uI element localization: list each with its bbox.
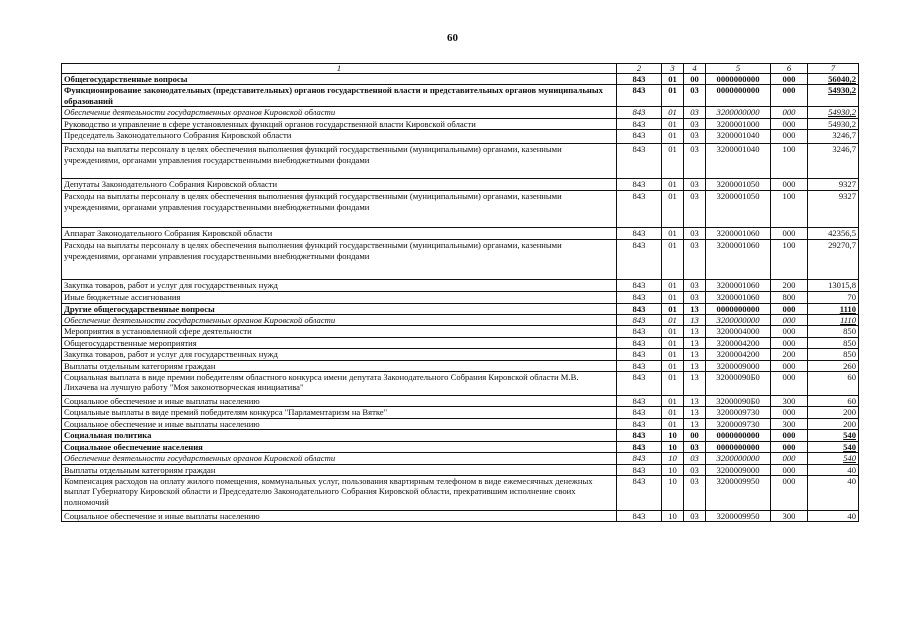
expense-type-cell: 000 (771, 475, 808, 510)
table-row (62, 396, 859, 407)
section-code-cell: 01 (662, 303, 684, 314)
amount-cell: 9327 (808, 191, 859, 228)
admin-code-cell: 843 (617, 326, 662, 337)
table-row (62, 179, 859, 191)
expense-type-cell: 000 (771, 303, 808, 314)
target-article-cell: 3200004000 (706, 326, 771, 337)
row-name-cell: Руководство и управление в сфере установленных функций органов государственной власти Кировской области (62, 118, 617, 129)
expense-type-cell: 000 (771, 179, 808, 191)
table-row (62, 337, 859, 348)
target-article-cell: 3200009730 (706, 418, 771, 429)
admin-code-cell: 843 (617, 418, 662, 429)
target-article-cell: 3200009000 (706, 360, 771, 371)
amount-cell: 850 (808, 337, 859, 348)
table-row (62, 280, 859, 292)
target-article-cell: 3200001050 (706, 179, 771, 191)
section-code-cell: 10 (662, 475, 684, 510)
row-name-cell: Мероприятия в установленной сфере деятельности (62, 326, 617, 337)
admin-code-cell: 843 (617, 191, 662, 228)
row-name-cell: Социальные выплаты в виде премий победителям конкурса "Парламентаризм на Вятке" (62, 407, 617, 418)
section-code-cell: 01 (662, 85, 684, 107)
subsection-code-cell: 03 (684, 292, 706, 303)
expense-type-cell: 000 (771, 228, 808, 240)
section-code-cell: 01 (662, 130, 684, 144)
subsection-code-cell: 03 (684, 179, 706, 191)
expense-type-cell: 000 (771, 85, 808, 107)
amount-cell: 56040,2 (808, 74, 859, 85)
admin-code-cell: 843 (617, 396, 662, 407)
target-article-cell: 0000000000 (706, 303, 771, 314)
subsection-code-cell: 13 (684, 315, 706, 326)
admin-code-cell: 843 (617, 107, 662, 118)
page-number: 60 (447, 32, 458, 44)
table-row (62, 510, 859, 521)
table-row (62, 349, 859, 360)
admin-code-cell: 843 (617, 303, 662, 314)
section-code-cell: 01 (662, 191, 684, 228)
amount-cell: 540 (808, 441, 859, 452)
admin-code-cell: 843 (617, 144, 662, 179)
expense-type-cell: 000 (771, 441, 808, 452)
row-name-cell: Председатель Законодательного Собрания Кировской области (62, 130, 617, 144)
row-name-cell: Функционирование законодательных (представительных) органов государственной власти и представительных органов муниципальных образований (62, 85, 617, 107)
admin-code-cell: 843 (617, 240, 662, 280)
target-article-cell: 3200001040 (706, 130, 771, 144)
target-article-cell: 3200000000 (706, 315, 771, 326)
target-article-cell: 3200001000 (706, 118, 771, 129)
section-code-cell: 01 (662, 240, 684, 280)
table-row (62, 191, 859, 228)
subsection-code-cell: 03 (684, 453, 706, 464)
admin-code-cell: 843 (617, 118, 662, 129)
column-header: 5 (706, 64, 771, 74)
table-row (62, 326, 859, 337)
amount-cell: 200 (808, 407, 859, 418)
section-code-cell: 01 (662, 292, 684, 303)
subsection-code-cell: 13 (684, 349, 706, 360)
target-article-cell: 3200001060 (706, 292, 771, 303)
expense-type-cell: 100 (771, 144, 808, 179)
row-name-cell: Социальная выплата в виде премии победителям областного конкурса имени депутата Законодательного Собрания Кировской области М.В. Лихачева на лучшую работу "Моя законотворческая инициатива" (62, 372, 617, 396)
amount-cell: 850 (808, 326, 859, 337)
column-header: 1 (62, 64, 617, 74)
section-code-cell: 01 (662, 396, 684, 407)
expense-type-cell: 800 (771, 292, 808, 303)
admin-code-cell: 843 (617, 74, 662, 85)
target-article-cell: 3200001060 (706, 240, 771, 280)
expense-type-cell: 000 (771, 453, 808, 464)
subsection-code-cell: 03 (684, 280, 706, 292)
table-row (62, 107, 859, 118)
table-row (62, 240, 859, 280)
amount-cell: 850 (808, 349, 859, 360)
row-name-cell: Социальное обеспечение и иные выплаты населению (62, 418, 617, 429)
subsection-code-cell: 03 (684, 441, 706, 452)
section-code-cell: 01 (662, 118, 684, 129)
section-code-cell: 01 (662, 372, 684, 396)
admin-code-cell: 843 (617, 315, 662, 326)
expense-type-cell: 000 (771, 315, 808, 326)
table-row (62, 441, 859, 452)
target-article-cell: 3200009730 (706, 407, 771, 418)
column-header: 3 (662, 64, 684, 74)
row-name-cell: Аппарат Законодательного Собрания Кировской области (62, 228, 617, 240)
section-code-cell: 01 (662, 315, 684, 326)
amount-cell: 54930,2 (808, 118, 859, 129)
amount-cell: 3246,7 (808, 144, 859, 179)
table-row (62, 74, 859, 85)
expense-type-cell: 000 (771, 326, 808, 337)
row-name-cell: Общегосударственные мероприятия (62, 337, 617, 348)
subsection-code-cell: 13 (684, 418, 706, 429)
subsection-code-cell: 03 (684, 475, 706, 510)
column-header: 7 (808, 64, 859, 74)
subsection-code-cell: 03 (684, 510, 706, 521)
row-name-cell: Иные бюджетные ассигнования (62, 292, 617, 303)
section-code-cell: 10 (662, 441, 684, 452)
amount-cell: 540 (808, 453, 859, 464)
target-article-cell: 3200009950 (706, 510, 771, 521)
subsection-code-cell: 03 (684, 228, 706, 240)
row-name-cell: Выплаты отдельным категориям граждан (62, 360, 617, 371)
target-article-cell: 3200001060 (706, 228, 771, 240)
target-article-cell: 3200000000 (706, 453, 771, 464)
row-name-cell: Социальное обеспечение и иные выплаты населению (62, 396, 617, 407)
subsection-code-cell: 03 (684, 107, 706, 118)
target-article-cell: 3200004200 (706, 337, 771, 348)
subsection-code-cell: 03 (684, 85, 706, 107)
subsection-code-cell: 03 (684, 118, 706, 129)
admin-code-cell: 843 (617, 464, 662, 475)
table-row (62, 475, 859, 510)
table-row (62, 430, 859, 441)
target-article-cell: 32000090Б0 (706, 372, 771, 396)
section-code-cell: 01 (662, 337, 684, 348)
row-name-cell: Социальное обеспечение населения (62, 441, 617, 452)
amount-cell: 1110 (808, 303, 859, 314)
expense-type-cell: 100 (771, 240, 808, 280)
row-name-cell: Социальное обеспечение и иные выплаты населению (62, 510, 617, 521)
target-article-cell: 0000000000 (706, 85, 771, 107)
row-name-cell: Выплаты отдельным категориям граждан (62, 464, 617, 475)
subsection-code-cell: 13 (684, 360, 706, 371)
expense-type-cell: 000 (771, 464, 808, 475)
section-code-cell: 10 (662, 453, 684, 464)
row-name-cell: Депутаты Законодательного Собрания Кировской области (62, 179, 617, 191)
expense-type-cell: 000 (771, 130, 808, 144)
header-row (62, 64, 859, 74)
section-code-cell: 01 (662, 326, 684, 337)
admin-code-cell: 843 (617, 280, 662, 292)
section-code-cell: 01 (662, 280, 684, 292)
target-article-cell: 3200004200 (706, 349, 771, 360)
target-article-cell: 3200009000 (706, 464, 771, 475)
section-code-cell: 01 (662, 228, 684, 240)
expense-type-cell: 300 (771, 396, 808, 407)
column-header: 4 (684, 64, 706, 74)
table-row (62, 292, 859, 303)
admin-code-cell: 843 (617, 430, 662, 441)
table-row (62, 118, 859, 129)
subsection-code-cell: 13 (684, 396, 706, 407)
section-code-cell: 10 (662, 430, 684, 441)
expense-type-cell: 000 (771, 407, 808, 418)
budget-table (61, 63, 859, 522)
row-name-cell: Закупка товаров, работ и услуг для государственных нужд (62, 280, 617, 292)
subsection-code-cell: 03 (684, 240, 706, 280)
expense-type-cell: 000 (771, 74, 808, 85)
amount-cell: 13015,8 (808, 280, 859, 292)
amount-cell: 60 (808, 372, 859, 396)
table-row (62, 372, 859, 396)
amount-cell: 70 (808, 292, 859, 303)
row-name-cell: Расходы на выплаты персоналу в целях обеспечения выполнения функций государственными (муниципальными) органами, казенными учреждениями, органами управления государственными внебюджетными фондами (62, 191, 617, 228)
amount-cell: 200 (808, 418, 859, 429)
amount-cell: 540 (808, 430, 859, 441)
expense-type-cell: 000 (771, 372, 808, 396)
section-code-cell: 01 (662, 74, 684, 85)
subsection-code-cell: 03 (684, 130, 706, 144)
amount-cell: 42356,5 (808, 228, 859, 240)
section-code-cell: 10 (662, 510, 684, 521)
expense-type-cell: 000 (771, 430, 808, 441)
section-code-cell: 01 (662, 360, 684, 371)
row-name-cell: Закупка товаров, работ и услуг для государственных нужд (62, 349, 617, 360)
expense-type-cell: 000 (771, 118, 808, 129)
admin-code-cell: 843 (617, 453, 662, 464)
table-row (62, 453, 859, 464)
admin-code-cell: 843 (617, 407, 662, 418)
table-row (62, 418, 859, 429)
section-code-cell: 10 (662, 464, 684, 475)
subsection-code-cell: 13 (684, 303, 706, 314)
target-article-cell: 3200001040 (706, 144, 771, 179)
target-article-cell: 0000000000 (706, 430, 771, 441)
section-code-cell: 01 (662, 407, 684, 418)
subsection-code-cell: 03 (684, 464, 706, 475)
admin-code-cell: 843 (617, 360, 662, 371)
row-name-cell: Обеспечение деятельности государственных органов Кировской области (62, 107, 617, 118)
subsection-code-cell: 03 (684, 144, 706, 179)
amount-cell: 54930,2 (808, 107, 859, 118)
table-row (62, 407, 859, 418)
amount-cell: 260 (808, 360, 859, 371)
row-name-cell: Обеспечение деятельности государственных органов Кировской области (62, 315, 617, 326)
admin-code-cell: 843 (617, 292, 662, 303)
admin-code-cell: 843 (617, 372, 662, 396)
expense-type-cell: 000 (771, 360, 808, 371)
amount-cell: 40 (808, 464, 859, 475)
admin-code-cell: 843 (617, 85, 662, 107)
row-name-cell: Компенсация расходов на оплату жилого помещения, коммунальных услуг, пользования квартирным телефоном в виде ежемесячных денежных выплат Губернатору Кировской области и Председателю Законодательного Собрания Кировской области, прекратившим исполнение своих полномочий (62, 475, 617, 510)
expense-type-cell: 000 (771, 337, 808, 348)
table-row (62, 85, 859, 107)
table-row (62, 130, 859, 144)
expense-type-cell: 200 (771, 280, 808, 292)
expense-type-cell: 300 (771, 510, 808, 521)
column-header: 6 (771, 64, 808, 74)
row-name-cell: Социальная политика (62, 430, 617, 441)
subsection-code-cell: 00 (684, 430, 706, 441)
amount-cell: 1110 (808, 315, 859, 326)
admin-code-cell: 843 (617, 475, 662, 510)
target-article-cell: 0000000000 (706, 441, 771, 452)
target-article-cell: 0000000000 (706, 74, 771, 85)
table-row (62, 315, 859, 326)
target-article-cell: 3200009950 (706, 475, 771, 510)
amount-cell: 3246,7 (808, 130, 859, 144)
target-article-cell: 3200000000 (706, 107, 771, 118)
subsection-code-cell: 13 (684, 407, 706, 418)
admin-code-cell: 843 (617, 441, 662, 452)
admin-code-cell: 843 (617, 510, 662, 521)
subsection-code-cell: 13 (684, 372, 706, 396)
column-header: 2 (617, 64, 662, 74)
admin-code-cell: 843 (617, 179, 662, 191)
admin-code-cell: 843 (617, 337, 662, 348)
row-name-cell: Расходы на выплаты персоналу в целях обеспечения выполнения функций государственными (муниципальными) органами, казенными учреждениями, органами управления государственными внебюджетными фондами (62, 144, 617, 179)
subsection-code-cell: 03 (684, 191, 706, 228)
expense-type-cell: 100 (771, 191, 808, 228)
amount-cell: 60 (808, 396, 859, 407)
table-row (62, 228, 859, 240)
section-code-cell: 01 (662, 349, 684, 360)
row-name-cell: Обеспечение деятельности государственных органов Кировской области (62, 453, 617, 464)
expense-type-cell: 000 (771, 107, 808, 118)
row-name-cell: Другие общегосударственные вопросы (62, 303, 617, 314)
admin-code-cell: 843 (617, 228, 662, 240)
section-code-cell: 01 (662, 418, 684, 429)
subsection-code-cell: 13 (684, 337, 706, 348)
section-code-cell: 01 (662, 179, 684, 191)
admin-code-cell: 843 (617, 130, 662, 144)
expense-type-cell: 300 (771, 418, 808, 429)
target-article-cell: 32000090Б0 (706, 396, 771, 407)
amount-cell: 40 (808, 475, 859, 510)
table-row (62, 360, 859, 371)
row-name-cell: Общегосударственные вопросы (62, 74, 617, 85)
amount-cell: 9327 (808, 179, 859, 191)
amount-cell: 40 (808, 510, 859, 521)
row-name-cell: Расходы на выплаты персоналу в целях обеспечения выполнения функций государственными (муниципальными) органами, казенными учреждениями, органами управления государственными внебюджетными фондами (62, 240, 617, 280)
subsection-code-cell: 13 (684, 326, 706, 337)
table-row (62, 144, 859, 179)
target-article-cell: 3200001060 (706, 280, 771, 292)
admin-code-cell: 843 (617, 349, 662, 360)
amount-cell: 54930,2 (808, 85, 859, 107)
target-article-cell: 3200001050 (706, 191, 771, 228)
expense-type-cell: 200 (771, 349, 808, 360)
section-code-cell: 01 (662, 144, 684, 179)
amount-cell: 29270,7 (808, 240, 859, 280)
section-code-cell: 01 (662, 107, 684, 118)
subsection-code-cell: 00 (684, 74, 706, 85)
table-row (62, 464, 859, 475)
table-row (62, 303, 859, 314)
